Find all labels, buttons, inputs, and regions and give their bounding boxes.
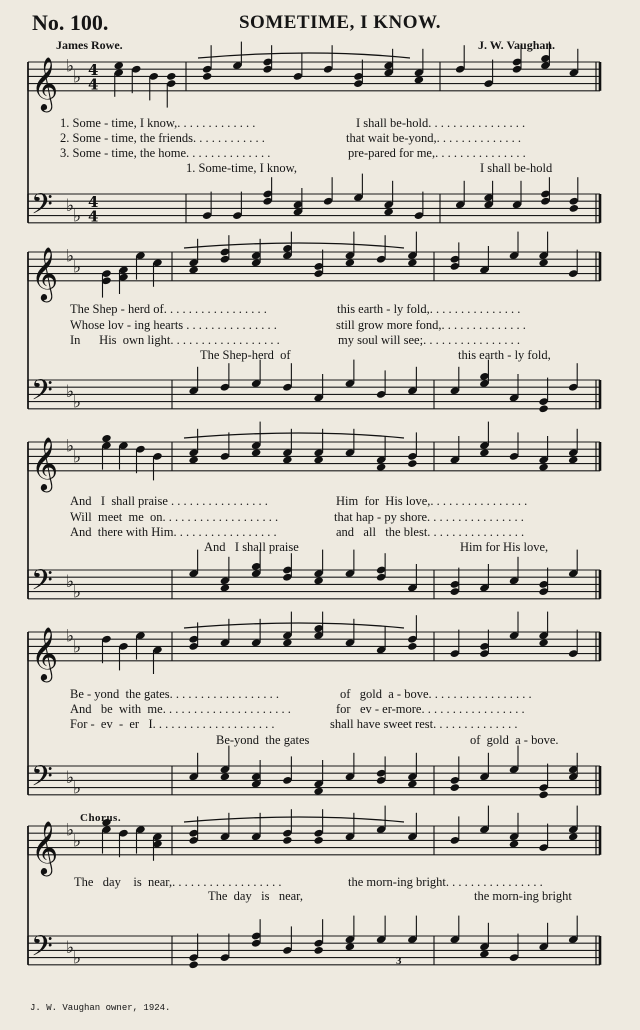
slur xyxy=(184,623,404,628)
note-head xyxy=(282,836,292,845)
flat-sign: ♭ xyxy=(73,582,82,603)
flat-sign: ♭ xyxy=(73,257,82,278)
hymn-number: No. 100. xyxy=(32,10,109,35)
note-head xyxy=(166,72,176,81)
treble-clef: 𝄞 xyxy=(31,55,59,110)
flat-sign: ♭ xyxy=(73,948,82,969)
flat-sign: ♭ xyxy=(73,392,82,413)
bass-clef: 𝄢 xyxy=(31,187,53,228)
treble-clef: 𝄞 xyxy=(31,819,59,874)
note-head xyxy=(538,790,548,799)
note-head xyxy=(188,960,198,969)
note-head xyxy=(407,642,417,651)
treble-clef: 𝄞 xyxy=(31,435,59,490)
slur xyxy=(198,53,410,58)
bass-clef: 𝄢 xyxy=(31,759,53,800)
composer-credit: J. W. Vaughan. xyxy=(478,38,556,52)
note-head xyxy=(450,783,460,792)
time-signature: 4 xyxy=(88,192,99,211)
flat-sign: ♭ xyxy=(66,937,75,958)
flat-sign: ♭ xyxy=(73,206,82,227)
flat-sign: ♭ xyxy=(73,67,82,88)
flat-sign: ♭ xyxy=(73,778,82,799)
page-mark: 3 xyxy=(396,955,402,967)
chorus-label: Chorus. xyxy=(80,812,122,824)
time-signature: 4 xyxy=(88,60,99,79)
copyright-footer: J. W. Vaughan owner, 1924. xyxy=(30,1003,171,1013)
flat-sign: ♭ xyxy=(66,246,75,267)
slur xyxy=(184,817,404,822)
flat-sign: ♭ xyxy=(66,56,75,77)
flat-sign: ♭ xyxy=(66,195,75,216)
note-head xyxy=(407,459,417,468)
flat-sign: ♭ xyxy=(66,436,75,457)
bass-clef: 𝄢 xyxy=(31,929,53,970)
flat-sign: ♭ xyxy=(73,447,82,468)
flat-sign: ♭ xyxy=(66,767,75,788)
time-signature: 4 xyxy=(88,207,99,226)
flat-sign: ♭ xyxy=(73,637,82,658)
flat-sign: ♭ xyxy=(66,381,75,402)
bass-clef: 𝄢 xyxy=(31,373,53,414)
treble-clef: 𝄞 xyxy=(31,245,59,300)
note-head xyxy=(569,204,579,213)
time-signature: 4 xyxy=(88,75,99,94)
slur xyxy=(184,433,404,438)
flat-sign: ♭ xyxy=(66,820,75,841)
note-head xyxy=(202,72,212,81)
slur xyxy=(184,243,404,248)
flat-sign: ♭ xyxy=(66,626,75,647)
bass-clef: 𝄢 xyxy=(31,563,53,604)
hymn-title: SOMETIME, I KNOW. xyxy=(238,12,442,33)
lyricist-credit: James Rowe. xyxy=(56,38,123,52)
flat-sign: ♭ xyxy=(66,571,75,592)
note-head xyxy=(538,404,548,413)
note-head xyxy=(313,946,323,955)
treble-clef: 𝄞 xyxy=(31,625,59,680)
note-head xyxy=(313,836,323,845)
flat-sign: ♭ xyxy=(73,831,82,852)
